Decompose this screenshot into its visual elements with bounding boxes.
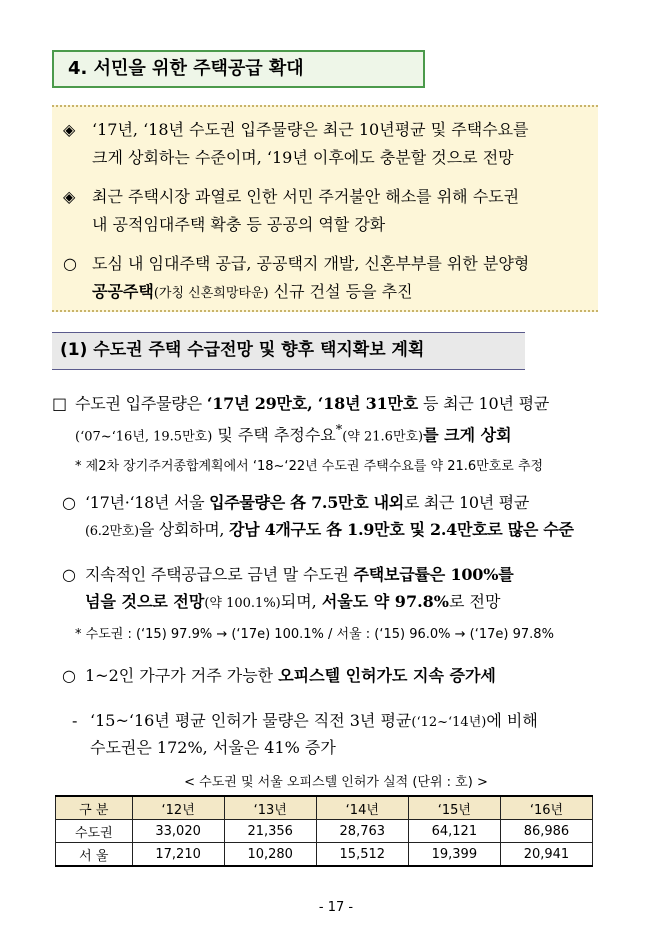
p4-text-b: 오피스텔 인허가도 지속 증가세 (278, 666, 496, 685)
p5-text-a: ‘15~‘16년 평균 인허가 물량은 직전 3년 평균 (90, 711, 412, 730)
p5-marker: - (72, 711, 78, 730)
p4-marker: ○ (62, 666, 76, 685)
p1-text-e: 및 주택 추정수요 (212, 425, 336, 445)
table-caption: < 수도권 및 서울 오피스텔 인허가 실적 (단위 : 호) > (184, 775, 488, 790)
summary-item3-marker: ○ (63, 254, 77, 273)
p1-text-c: 등 최근 10년 평균 (418, 394, 550, 413)
p1-marker: □ (52, 394, 68, 413)
table-cell: 19,399 (408, 843, 500, 867)
table-cell: 33,020 (132, 820, 224, 843)
office-permit-table (55, 795, 593, 867)
p2-marker: ○ (62, 493, 76, 512)
p3-line2 (85, 591, 500, 615)
summary-item1-marker: ◈ (63, 120, 76, 139)
table-cell: 10,280 (224, 843, 316, 867)
p2-text-e: 을 상회하며, (138, 520, 229, 539)
table-row (56, 843, 593, 867)
p3-text-c: 넘을 것으로 전망 (85, 592, 205, 611)
table-cell: 64,121 (408, 820, 500, 843)
note1: * 제2차 장기주거종합계획에서 ‘18~‘22년 수도권 주택수요를 약 21.6만호로 추정 (75, 459, 544, 474)
p3-text-e: 되며, (280, 592, 322, 611)
table-header-cell: ‘14년 (316, 796, 408, 820)
p5-line2: 수도권은 172%, 서울은 41% 증가 (90, 738, 336, 757)
p3-text-g: 로 전망 (448, 592, 501, 611)
table-header-cell: ‘12년 (132, 796, 224, 820)
p4-line1 (85, 665, 496, 687)
p2-text-d: (6.2만호) (85, 524, 139, 539)
p1-line2 (75, 420, 512, 448)
p1-footnote-mark: * (335, 423, 343, 438)
p2-line2 (85, 519, 574, 543)
p1-text-g: 를 크게 상회 (423, 425, 512, 445)
note2: * 수도권 : (‘15) 97.9% → (‘17e) 100.1% / 서울 : (‘15) 96.0% → (‘17e) 97.8% (75, 627, 554, 642)
p1-text-f: (약 21.6만호) (342, 429, 424, 445)
table-header-cell: 구 분 (56, 796, 133, 820)
summary-item3-small: (가칭 신혼희망타운) (153, 286, 269, 301)
table-header-row (56, 796, 593, 820)
summary-item2-line2: 내 공적임대주택 확충 등 공공의 역할 강화 (92, 215, 386, 234)
p5-text-c: 에 비해 (486, 711, 538, 730)
table-cell: 17,210 (132, 843, 224, 867)
summary-item3-line2 (92, 281, 413, 305)
section-title: 4. 서민을 위한 주택공급 확대 (52, 50, 425, 88)
p2-text-f: 강남 4개구도 各 1.9만호 및 2.4만호로 많은 수준 (228, 520, 574, 539)
p3-text-b: 주택보급률은 100%를 (353, 565, 514, 584)
p3-text-f: 서울도 약 97.8% (321, 592, 449, 611)
p1-line1 (75, 393, 549, 415)
p4-text-a: 1~2인 가구가 거주 가능한 (85, 666, 279, 685)
table-header-cell: ‘16년 (500, 796, 592, 820)
table-row (56, 820, 593, 843)
p1-text-b: ‘17년 29만호, ‘18년 31만호 (206, 394, 419, 413)
p3-line1 (85, 564, 514, 586)
summary-item3-rest: 신규 건설 등을 추진 (268, 282, 413, 301)
table-cell: 수도권 (56, 820, 133, 843)
page-number: - 17 - (318, 900, 354, 915)
table-cell: 86,986 (500, 820, 592, 843)
p3-text-a: 지속적인 주택공급으로 금년 말 수도권 (85, 565, 354, 584)
summary-item1-line1: ‘17년, ‘18년 수도권 입주물량은 최근 10년평균 및 주택수요를 (92, 120, 529, 139)
p2-text-b: 입주물량은 各 7.5만호 내외 (209, 493, 404, 512)
p3-text-d: (약 100.1%) (204, 596, 281, 611)
p5-text-b: (‘12~‘14년) (411, 715, 487, 730)
p1-text-d: (‘07~‘16년, 19.5만호) (75, 429, 213, 445)
p2-line1 (85, 492, 529, 514)
subsection-title: (1) 수도권 주택 수급전망 및 향후 택지확보 계획 (52, 332, 525, 370)
table-header-cell: ‘15년 (408, 796, 500, 820)
p5-line1 (90, 710, 538, 734)
summary-item1-line2: 크게 상회하는 수준이며, ‘19년 이후에도 충분할 것으로 전망 (92, 148, 514, 167)
table-cell: 21,356 (224, 820, 316, 843)
table-cell: 15,512 (316, 843, 408, 867)
table-header-cell: ‘13년 (224, 796, 316, 820)
p2-text-a: ‘17년·‘18년 서울 (85, 493, 210, 512)
summary-item3-line1: 도심 내 임대주택 공급, 공공택지 개발, 신혼부부를 위한 분양형 (92, 254, 530, 273)
p3-marker: ○ (62, 565, 76, 584)
table-cell: 서 울 (56, 843, 133, 867)
summary-item2-line1: 최근 주택시장 과열로 인한 서민 주거불안 해소를 위해 수도권 (92, 187, 520, 206)
p2-text-c: 로 최근 10년 평균 (403, 493, 529, 512)
summary-item3-bold: 공공주택 (92, 282, 154, 301)
summary-item2-marker: ◈ (63, 187, 76, 206)
p1-text-a: 수도권 입주물량은 (75, 394, 207, 413)
table-cell: 20,941 (500, 843, 592, 867)
table-cell: 28,763 (316, 820, 408, 843)
